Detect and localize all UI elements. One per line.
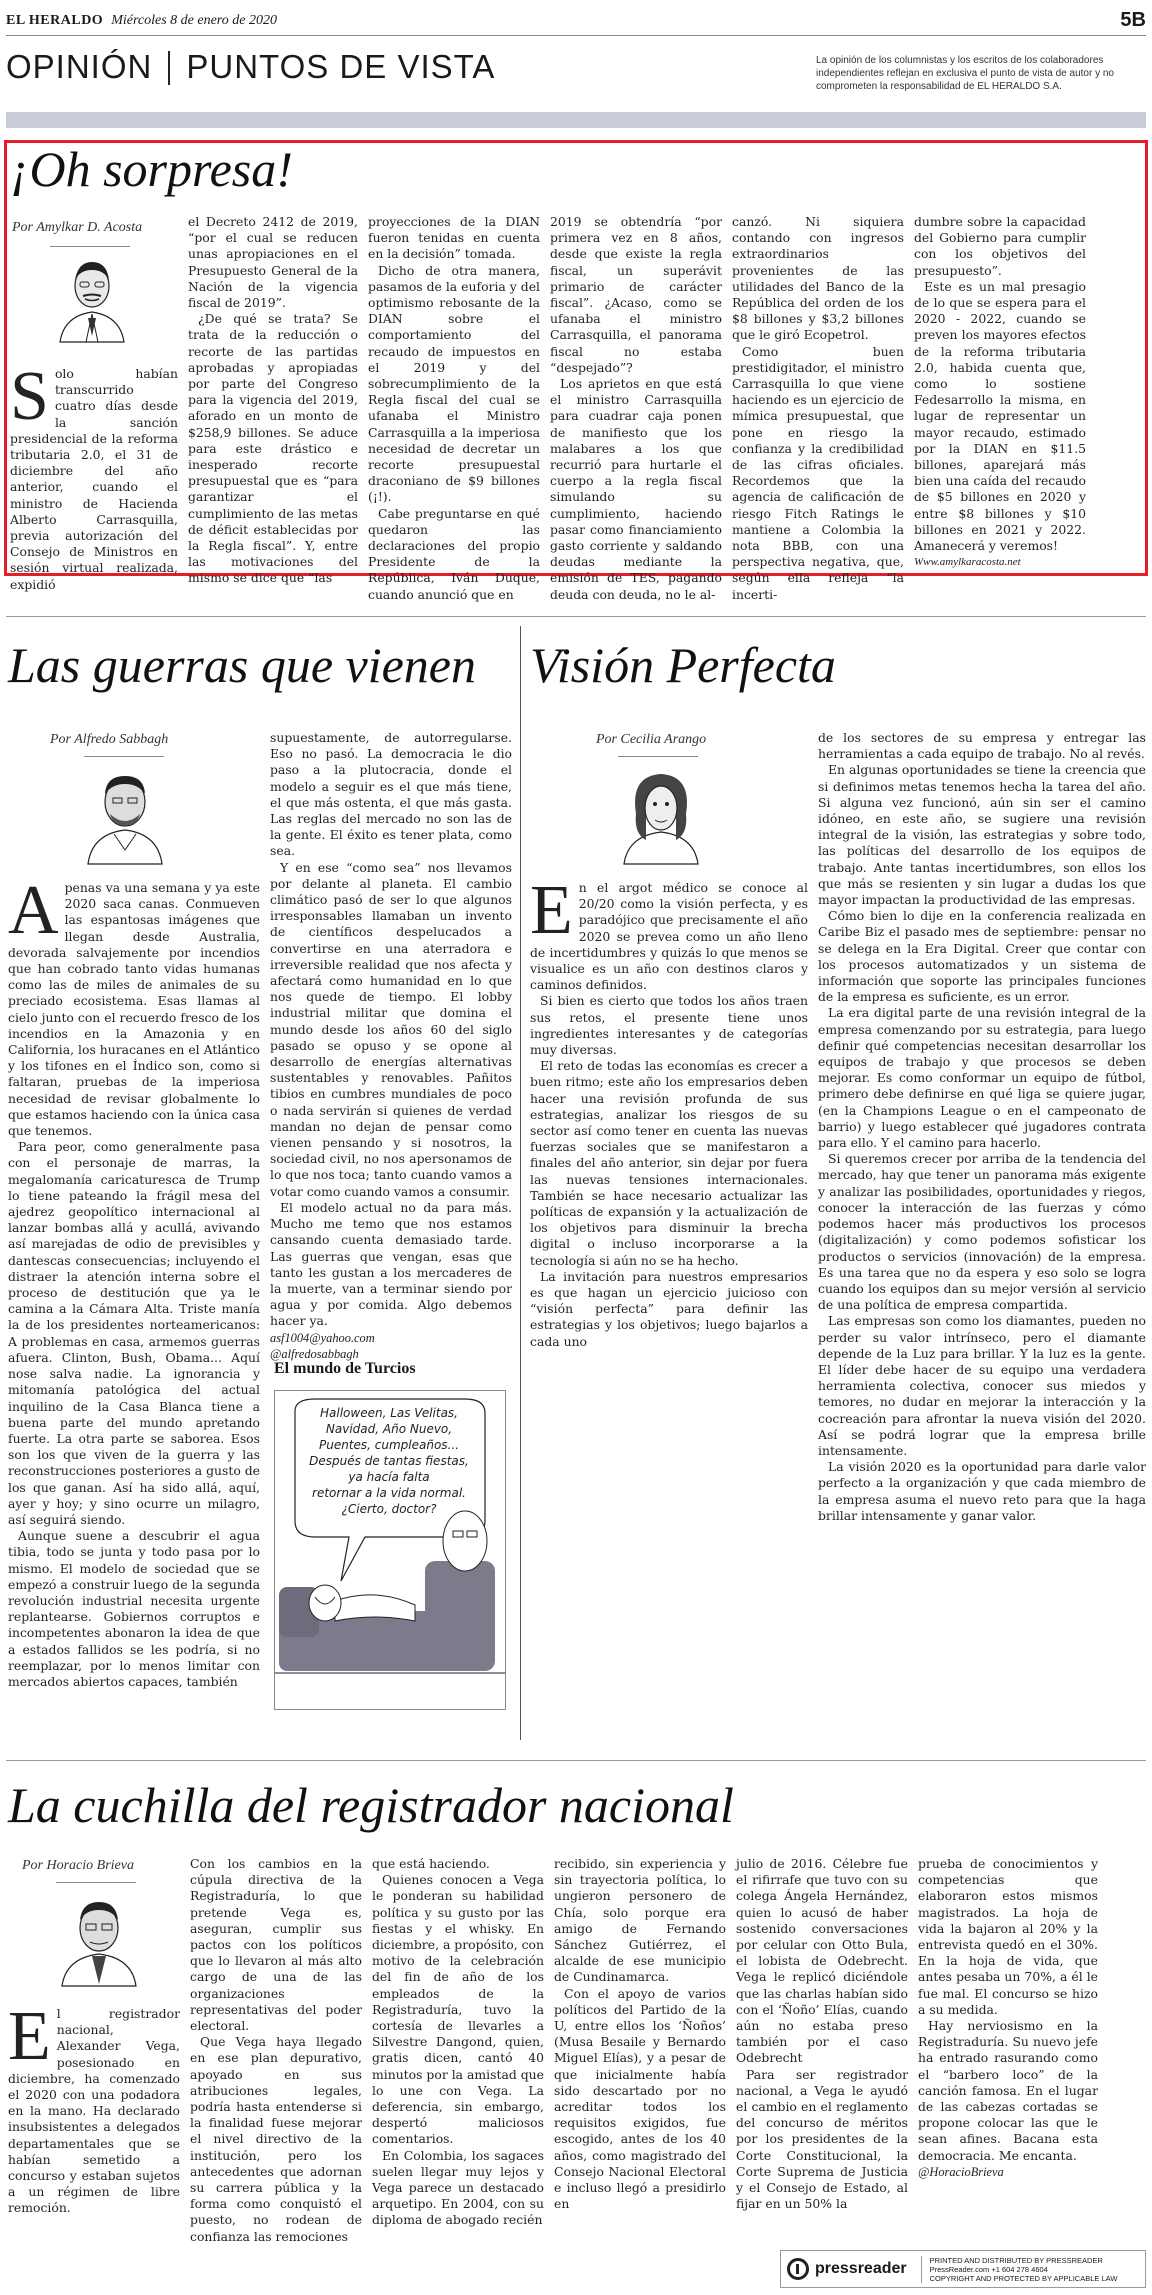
masthead xyxy=(6,6,1146,36)
paragraph: Quienes conocen a Vega le ponderan su habilidad política y su gusto por las fiestas y el whisky. En diciembre, a propósito, con motivo de la celebración del fin de año de los empleados de la Registraduría, tuvo la cortesía de llevarles a Silvestre Dangond, quien, gratis dicen, cantó 40 minutos por la amistad que lo une con Vega. La deferencia, sin embargo, despertó maliciosos comentarios. xyxy=(372,1872,544,2147)
paragraph: julio de 2016. Célebre fue el rifirrafe que tuvo con su colega Ángela Hernández, quien lo acusó de haber sostenido conversaciones por celular con Otto Bula, el lobista de Odebrecht. Vega le replicó diciéndole que las charlas habían sido con el ‘Ñoño’ Elías, cuando aún no estaba preso también por el caso Odebrecht xyxy=(736,1856,908,2066)
pressreader-fineprint xyxy=(921,2256,1118,2283)
author-website: Www.amylkaracosta.net xyxy=(914,556,1021,569)
paragraph: ¿De qué se trata? Se trata de la reducción o recorte de las partidas aprobadas y apropiadas por parte del Congreso para la vigencia del 2019, aforado en un monto de $258,9 billones. Se aduce para este drástico e inesperado recorte presupuestal que es “para garantizar el cumplimiento de las metas de déficit establecidas por la Regla fiscal”. Y, entre las motivaciones del mismo se dice que “las xyxy=(188,311,358,586)
bubble-line: Puentes, cumpleaños... xyxy=(318,1438,460,1452)
fineprint-line: PRINTED AND DISTRIBUTED BY PRESSREADER xyxy=(929,2255,1103,2265)
paragraph: Hay nerviosismo en la Registraduría. Su nuevo jefe ha entrado rasurando como el “barbero loco” de la canción famosa. En el lugar de las cabezas cortadas se propone colocar las que le sean afines. Bacana esta democracia. Me encanta. xyxy=(918,2018,1098,2163)
article4-column-1 xyxy=(8,1998,180,2246)
paragraph: La invitación para nuestros empresarios es que hagan un ejercicio juicioso con “visión perfecta” para definir las estrategias y los objetivos; luego bajarlos a cada uno xyxy=(530,1268,808,1349)
page-number: 5B xyxy=(1120,9,1146,31)
paragraph: dumbre sobre la capacidad del Gobierno para cumplir con los objetivos del presupuesto”. xyxy=(914,214,1086,278)
paragraph: Los aprietos en que está el ministro Carrasquilla para cuadrar caja ponen de manifiesto que los malabares a los que recurrió para hurtarle el cuerpo a la regla fiscal simulando su cumplimiento, haciendo pasar como financiamiento gasto corriente y saldando deudas mediante la emisión de TES, pagando deuda con deuda, no le al- xyxy=(550,376,722,602)
paragraph: Este es un mal presagio de lo que se espera para el 2020 - 2022, cuando se preven los mayores efectos de la reforma tributaria 2.0, habida cuenta que, como lo sostiene Fedesarrollo la misma, en lugar de representar un mayor recaudo, estimado por la DIAN en $11.5 billones, aparejará más bien una caída del recaudo de $5 billones en 2020 y entre $8 billones y $10 billones en 2021 y 2022. Amanecerá y veremos! xyxy=(914,278,1086,554)
issue-date: Miércoles 8 de enero de 2020 xyxy=(111,12,277,28)
section-name: OPINIÓN xyxy=(6,48,153,85)
article3-column-1 xyxy=(530,872,808,1460)
article4-column-5 xyxy=(736,1856,908,2246)
dropcap: A xyxy=(8,872,59,949)
paragraph: Si queremos crecer por arriba de la tendencia del mercado, hay que tener un panorama más exigente y analizar las posibilidades, oportunidades y riegos, conocer la interacción de las fuerzas y cómo podemos hacer más productivos los procesos (digitalización) y como podemos sofisticar los productos o servicios (innovación) de la empresa. Es una tarea que no da espera y eso solo se logra cuando los equipos dan su mejor versión al servicio de una política de empresa compartida. xyxy=(818,1151,1146,1313)
pressreader-logo-text: pressreader xyxy=(815,2260,907,2277)
article1-column-6 xyxy=(914,214,1086,572)
article1-column-1 xyxy=(10,358,178,592)
paragraph: En Colombia, los sagaces suelen llegar muy lejos y Vega parece un destacado arquetipo. En 2004, con su diploma de abogado recién xyxy=(372,2147,544,2228)
dropcap: E xyxy=(8,1998,51,2075)
paragraph: El reto de todas las economías es crecer a buen ritmo; este año los empresarios deben hacer una revisión profunda de sus estrategias, analizar los riesgos de su sector así como tener en cuenta las nuevas fuerzas sociales que se manifestaron a finales del año anterior, sin dejar por fuera las nuevas tensiones internacionales. También se hace necesario actualizar las políticas de expansión y la actualización de los objetivos para disminuir la brecha digital o incluso incorporarse a la tecnología si aún no se ha hecho. xyxy=(530,1058,808,1268)
paragraph: supuestamente, de autorregularse. Eso no pasó. La democracia le dio paso a la plutocracia, donde el modelo a seguir es el que más tiene, el que más ostenta, el que más gasta. Las reglas del mercado no son las de la gente. El éxito es tener plata, como sea. xyxy=(270,730,512,859)
paragraph: penas va una semana y ya este 2020 saca canas. Conmueven las espantosas imágenes que llegan desde Australia, devorada salvajemente por incendios que han cobrado tanto vidas humanas como las de miles de animales de su preciado ecosistema. Esas llamas al cielo junto con el recuerdo fresco de los incendios en la Amazonia y en California, los huracanes en el Atlántico y los tifones en el Índico son, como si faltaran, pruebas de la imperiosa necesidad de revisar globalmente lo que estamos haciendo con la única casa que tenemos. xyxy=(8,880,260,1139)
paragraph: prueba de conocimientos y competencias que elaboraron estos mismos magistrados. La hoja de vida la bajaron al 20% y la entrevista quedó en el 30%. En la hoja de vida, que antes pesaba un 70%, a él le fue mal. El concurso se hizo a su medida. xyxy=(918,1856,1098,2017)
dropcap: E xyxy=(530,872,573,949)
paragraph: el Decreto 2412 de 2019, “por el cual se reducen unas apropiaciones en el Presupuesto General de la Nación de la vigencia fiscal de 2019”. xyxy=(188,214,358,311)
author-handle: @HoracioBrieva xyxy=(918,2164,1004,2179)
section-disclaimer: La opinión de los columnistas y los escritos de los colaboradores independientes reflejan en exclusiva el punto de vista de autor y no comprometen la responsabilidad de EL HERALDO S.A. xyxy=(816,55,1114,92)
paragraph: Con los cambios en la cúpula directiva de la Registraduría, lo que pretende Vega es, aseguran, cumplir sus pactos con los políticos que lo llevaron al más alto cargo de una de las organizaciones representativas del poder electoral. xyxy=(190,1856,362,2034)
paragraph: La visión 2020 es la oportunidad para darle valor perfecto a la organización y que cada miembro de la empresa asuma el nuevo reto para que la haga brillar intensamente y ganar valor. xyxy=(818,1459,1146,1523)
article2-column-2 xyxy=(270,730,512,1361)
article4-column-6 xyxy=(918,1856,1098,2246)
bubble-line: retornar a la vida normal. xyxy=(312,1486,466,1500)
section-divider-line xyxy=(6,1760,1146,1761)
paragraph: Si bien es cierto que todos los años traen sus retos, el presente tiene unos ingredientes interesantes y de categorías muy diversas. xyxy=(530,993,808,1058)
article1-column-4 xyxy=(550,214,722,602)
author-portrait-acosta xyxy=(50,252,134,342)
bubble-line: Después de tantas fiestas, xyxy=(309,1454,469,1468)
bubble-line: ¿Cierto, doctor? xyxy=(341,1502,437,1516)
author-handle: @alfredosabbagh xyxy=(270,1346,359,1361)
author-email: asf1004@yahoo.com xyxy=(270,1330,375,1345)
pressreader-footer[interactable] xyxy=(780,2250,1146,2288)
article2-column-1 xyxy=(8,872,260,1726)
paragraph: El modelo actual no da para más. Mucho me temo que nos estamos cansando cuenta demasiado tarde. Las guerras que vengan, esas que tanto les gustan a los mercaderes de la muerte, van a terminar siendo por agua y por comida. Algo debemos hacer ya. xyxy=(270,1199,512,1329)
paragraph: recibido, sin experiencia y sin trayectoria política, lo ungieron personero de Chía, solo porque era amigo de Fernando Sánchez Gutiérrez, el alcalde de ese municipio de Cundinamarca. xyxy=(554,1856,726,1985)
bubble-line: Halloween, Las Velitas, xyxy=(320,1406,458,1420)
column-divider xyxy=(520,626,521,1740)
article1-column-3 xyxy=(368,214,540,602)
paragraph: Cabe preguntarse en qué quedaron las declaraciones del propio Presidente de la República, Iván Duque, cuando anunció que en xyxy=(368,505,540,602)
paragraph: La era digital parte de una revisión integral de la empresa comenzando por su estrategia, para luego definir qué competencias necesitan desarrollar los equipos de trabajo y que procesos se deben mejorar. Es como conformar un equipo de fútbol, primero debe definirse en qué liga se quiere jugar, (en la Champions League o en el campeonato de barrio) y luego establecer qué jugadores contrata para ello. Y el camino para hacerlo. xyxy=(818,1005,1146,1151)
paragraph: En algunas oportunidades se tiene la creencia que si definimos metas tenemos hecha la tarea del año. Si alguna vez funcionó, aún sin ser el camino idóneo, en este año, se sugiere una revisión integral de la visión, las estrategias y sobre todo, las políticas del desarrollo de los equipos de trabajo. Ante tantas incertidumbres, son ellos los que más se resienten y sin lugar a dudas los que mayor impactan la productividad de las empresas. xyxy=(818,762,1146,908)
byline-rule xyxy=(84,756,164,757)
byline-rule xyxy=(618,756,698,757)
paragraph: Las empresas son como los diamantes, pueden no perder su valor intrínseco, pero el diamante depende de la Luz para brillar. Y la luz es la gente. El líder debe hacer de su equipo una verdadera herramienta colectiva, conocer sus miedos y temores, no dudar en mejorar la interacción y la cocreación para afrontar la nueva visión del 2020. Así se podrá lograr que la empresa brille intensamente. xyxy=(818,1313,1146,1458)
paragraph: que está haciendo. xyxy=(372,1856,490,1871)
section-divider xyxy=(168,51,170,85)
article-title-la-cuchilla: La cuchilla del registrador nacional xyxy=(8,1777,734,1833)
paragraph: proyecciones de la DIAN fueron tenidas en cuenta en la decisión” tomada. xyxy=(368,214,540,262)
paragraph: l registrador nacional, Alexander Vega, posesionado en diciembre, ha comenzado el 2020 con una podadora en la mano. Ha declarado insubsistentes a delegados departamentales que se habían semetido a concurso y estaban sujetos a un régimen de libre remoción. xyxy=(8,2006,180,2216)
article3-column-2 xyxy=(818,730,1146,1730)
paragraph: Dicho de otra manera, pasamos de la euforia y del optimismo rebosante de la DIAN sobre el comportamiento del recaudo de impuestos en el 2019 y del sobrecumplimiento de la Regla fiscal del cual se ufanaba el Ministro Carrasquilla a la imperiosa necesidad de decretar un recorte presupuestal draconiano de $9 billones (¡!). xyxy=(368,262,540,505)
author-portrait-brieva xyxy=(54,1890,144,1986)
paragraph: Para peor, como generalmente pasa con el personaje de marras, la megalomanía caricaturesca de Trump lo tiene pateando la frágil mesa del ajedrez geopolítico internacional al lanzar bombas allá y acullá, avivando así marejadas de odio de previsibles y dantescas consecuencias; incluyendo el distraer la atención interna sobre el proceso de destitución que ya le camina a la Cámara Alta. Triste manía la de los presidentes norteamericanos: A problemas en casa, armemos guerras afuera. Clinton, Bush, Obama... Aquí nose salva nadie. La ignorancia y mitomanía patológica del actual inquilino de la Casa Blanca tiene a buena parte del mundo apretando fuerte. La otra parte se saborea. Esos son los que viven de la guerra y las reconstrucciones posteriores a gusto de los que ganan. Así ha sido allá, aquí, ayer y hoy; y sino ocurre un milagro, así seguirá siendo. xyxy=(8,1139,260,1527)
paragraph: Que Vega haya llegado en ese plan depurativo, apoyado en sus atribuciones legales, podría hasta entenderse si la finalidad fuese mejorar el nivel directivo de la institución, pero los antecedentes que adornan su carrera pública y la forma como conquistó el puesto, no rodean de confianza las remociones xyxy=(190,2034,362,2244)
bubble-line: Navidad, Año Nuevo, xyxy=(325,1422,453,1436)
paragraph: canzó. Ni siquiera contando con ingresos extraordinarios provenientes de las utilidades del Banco de la República del orden de los $8 billones y $3,2 billones que le giró Ecopetrol. xyxy=(732,214,904,343)
article-title-vision-perfecta: Visión Perfecta xyxy=(530,637,836,693)
cartoon-title: El mundo de Turcios xyxy=(274,1360,416,1377)
article1-column-2 xyxy=(188,214,358,586)
fineprint-line: PressReader.com +1 604 278 4604 xyxy=(929,2264,1048,2274)
section-bar xyxy=(6,112,1146,128)
cartoon-frame xyxy=(274,1390,506,1710)
article1-column-5 xyxy=(732,214,904,602)
paragraph: 2019 se obtendría “por primera vez en 8 años, desde que existe la regla fiscal, un superávit primario de carácter fiscal”. ¿Acaso, como se ufanaba el ministro Carrasquilla, el panorama fiscal no estaba “despejado”? xyxy=(550,214,722,375)
fineprint-line: COPYRIGHT AND PROTECTED BY APPLICABLE LAW xyxy=(929,2273,1118,2283)
paragraph: Cómo bien lo dije en la conferencia realizada en Caribe Biz el pasado mes de septiembre: pensar no se delega en la Era Digital. Creer que contar con los procesos automatizados y un sistema de información que soporte las principales funciones de la empresa es suficiente, es un error. xyxy=(818,908,1146,1005)
bubble-line: ya hacía falta xyxy=(348,1470,430,1484)
section-subname: PUNTOS DE VISTA xyxy=(186,48,496,85)
dropcap: S xyxy=(10,358,49,435)
author-portrait-sabbagh xyxy=(80,764,170,864)
article4-column-4 xyxy=(554,1856,726,2246)
newspaper-brand: EL HERALDO xyxy=(6,12,104,28)
byline-acosta: Por Amylkar D. Acosta xyxy=(12,220,143,235)
paragraph: Con el apoyo de varios políticos del Partido de la U, entre ellos los ‘Ñoños’ (Musa Besaile y Bernardo Miguel Elías), y a pesar de que inicialmente había sido descartado por no acreditar todos los requisitos exigidos, fue escogido, antes de los 40 años, como magistrado del Consejo Nacional Electoral e incluso llegó a presidirlo en xyxy=(554,1985,726,2212)
author-portrait-arango xyxy=(616,764,706,864)
paragraph: Como buen prestidigitador, el ministro Carrasquilla lo que viene haciendo es un ejercicio de mímica presupuestal, que pone en riesgo la confianza y la credibilidad de las cifras oficiales. Recordemos que la agencia de calificación de riesgo Fitch Ratings le mantiene a Colombia la nota BBB, con una perspectiva negativa, que, según ella refleja “la incerti- xyxy=(732,343,904,602)
paragraph: olo habían transcurrido cuatro días desde la sanción presidencial de la reforma tributaria 2.0, el 31 de diciembre del año anterior, cuando el ministro de Hacienda Alberto Carrasquilla, previa autorización del Consejo de Ministros en sesión virtual realizada, expidió xyxy=(10,366,178,592)
byline-arango: Por Cecilia Arango xyxy=(596,732,707,747)
paragraph: Aunque suene a descubrir el agua tibia, todo se junta y todo pasa por lo mismo. El modelo de sociedad que se empezó a construir luego de la segunda revolución industrial necesita urgente replantearse. Gobiernos corruptos e incompetentes abonaron la idea de que a estados fallidos se les podría, si no reemplazar, por lo menos limitar con mercados abiertos capaces, también xyxy=(8,1528,260,1689)
byline-rule xyxy=(56,1882,136,1883)
article-title-oh-sorpresa: ¡Oh sorpresa! xyxy=(10,141,293,197)
article-title-las-guerras: Las guerras que vienen xyxy=(8,637,476,693)
paragraph: Y en ese “como sea” nos llevamos por delante al planeta. El cambio climático pasó de ser lo que algunos irresponsables llamaban un invento de científicos despelucados a convertirse en una aterradora e irreversible realidad que nos afecta y afectará como humanidad en lo que nos quede de tiempo. El lobby industrial militar que domina el mundo desde los años 60 del siglo pasado se opuso y se opone al desarrollo de energías alternativas sustentables y renovables. Pañitos tibios en cumbres mundiales de poco o nada servirán si quienes de verdad mandan no dejan de pensar como vienen pensando y si nosotros, la sociedad civil, no nos apersonamos de lo que nos toca; tanto cuando vamos a votar como cuando vamos a consumir. xyxy=(270,859,512,1199)
section-header xyxy=(6,48,1146,108)
paragraph: Para ser registrador nacional, a Vega le ayudó el cambio en el reglamento del concurso de méritos por los presidentes de la Corte Constitucional, la Corte Suprema de Justicia y el Consejo de Estado, al fijar en un 50% la xyxy=(736,2066,908,2212)
pressreader-logo[interactable] xyxy=(787,2258,907,2280)
article4-column-3 xyxy=(372,1856,544,2246)
pressreader-icon xyxy=(787,2258,809,2280)
byline-rule xyxy=(50,246,130,247)
cartoon-speech-bubble xyxy=(299,1405,479,1517)
article4-column-2 xyxy=(190,1856,362,2246)
paragraph: de los sectores de su empresa y entregar las herramientas a cada equipo de trabajo. No al revés. xyxy=(818,730,1146,762)
paragraph: n el argot médico se conoce al 20/20 como la visión perfecta, y es paradójico que precisamente el año 2020 se prevea como un año lleno de incertidumbres y quizás lo que menos se visualice es un año con destinos claros y caminos definidos. xyxy=(530,880,808,993)
section-divider-line xyxy=(6,616,1146,617)
byline-brieva: Por Horacio Brieva xyxy=(22,1858,134,1873)
byline-sabbagh: Por Alfredo Sabbagh xyxy=(50,732,169,747)
